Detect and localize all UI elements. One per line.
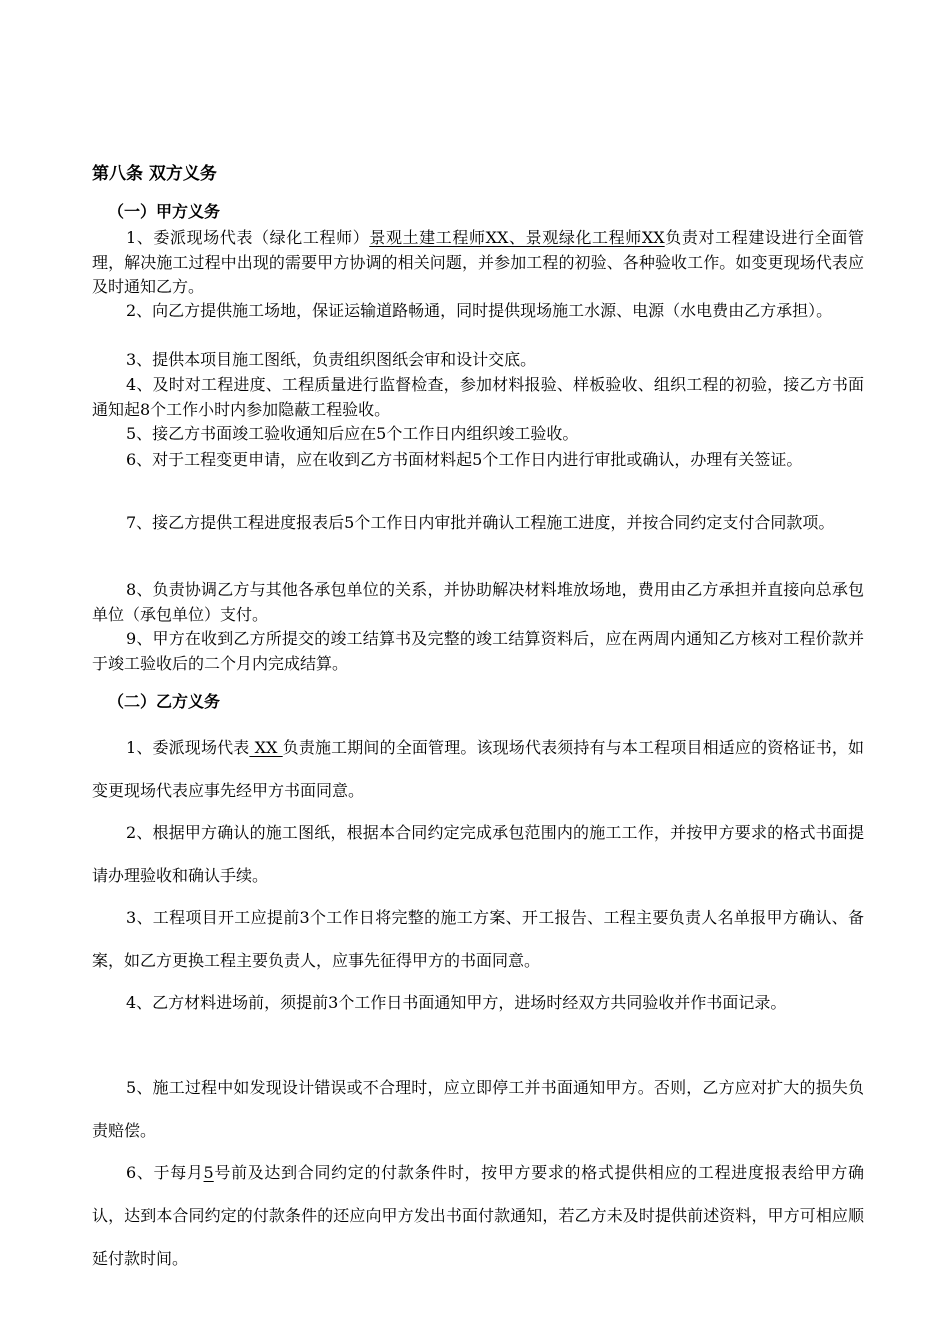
party-a-item-4: 4、及时对工程进度、工程质量进行监督检查，参加材料报验、样板验收、组织工程的初验，接乙方书面通知起8个工作小时内参加隐蔽工程验收。 <box>92 375 864 419</box>
party-a-item-9: 9、甲方在收到乙方所提交的竣工结算书及完整的竣工结算资料后，应在两周内通知乙方核对工程价款并于竣工验收后的二个月内完成结算。 <box>92 629 864 673</box>
party-b-item-1-text-cont: 负责施工期间的全面管理。该现场代表须持有与本工程项目相适应的资格证书，如变更现场代表应事先经甲方书面同意。 <box>92 738 864 800</box>
party-b-item-6-text-cont: 号前及达到合同约定的付款条件时，按甲方要求的格式提供相应的工程进度报表给甲方确认，达到本合同约定的付款条件的还应向甲方发出书面付款通知，若乙方未及时提供前述资料，甲方可相应顺延付款时间。 <box>92 1163 864 1268</box>
party-a-item-1-text-cont: 负责对工程建设进行全面管理，解决施工过程中出现的需要甲方协调的相关问题，并参加工程的初验、各种验收工作。如变更现场代表应及时通知乙方。 <box>92 228 864 296</box>
party-b-representative-name: XX <box>249 738 283 757</box>
party-b-item-5: 5、施工过程中如发现设计错误或不合理时，应立即停工并书面通知甲方。否则，乙方应对扩大的损失负责赔偿。 <box>92 1078 864 1140</box>
party-b-item-6-text: 6、于每月 <box>126 1163 204 1182</box>
party-a-heading: （一）甲方义务 <box>108 202 221 221</box>
party-b-heading: （二）乙方义务 <box>108 692 221 711</box>
party-a-item-1 <box>92 226 864 300</box>
party-b-item-2: 2、根据甲方确认的施工图纸，根据本合同约定完成承包范围内的施工工作，并按甲方要求的格式书面提请办理验收和确认手续。 <box>92 823 864 885</box>
party-a-item-6: 6、对于工程变更申请，应在收到乙方书面材料起5个工作日内进行审批或确认，办理有关签证。 <box>126 450 803 469</box>
payment-day-value: 5 <box>203 1163 214 1182</box>
party-b-item-1-text: 1、委派现场代表 <box>126 738 250 757</box>
party-a-item-7: 7、接乙方提供工程进度报表后5个工作日内审批并确认工程施工进度，并按合同约定支付合同款项。 <box>126 513 835 532</box>
party-b-item-3: 3、工程项目开工应提前3个工作日将完整的施工方案、开工报告、工程主要负责人名单报甲方确认、备案，如乙方更换工程主要负责人，应事先征得甲方的书面同意。 <box>92 908 864 970</box>
party-a-item-3: 3、提供本项目施工图纸，负责组织图纸会审和设计交底。 <box>126 350 537 369</box>
party-a-item-2: 2、向乙方提供施工场地，保证运输道路畅通，同时提供现场施工水源、电源（水电费由乙方承担）。 <box>126 301 833 320</box>
party-b-item-6 <box>92 1151 864 1280</box>
article-title: 第八条 双方义务 <box>92 164 217 184</box>
party-a-item-1-text: 1、委派现场代表（绿化工程师） <box>126 228 370 247</box>
party-a-item-5: 5、接乙方书面竣工验收通知后应在5个工作日内组织竣工验收。 <box>126 424 579 443</box>
party-b-item-1 <box>92 726 864 812</box>
party-a-item-8: 8、负责协调乙方与其他各承包单位的关系，并协助解决材料堆放场地，费用由乙方承担并直接向总承包单位（承包单位）支付。 <box>92 580 864 624</box>
party-b-item-4: 4、乙方材料进场前，须提前3个工作日书面通知甲方，进场时经双方共同验收并作书面记录。 <box>126 993 787 1012</box>
party-a-representative-names: 景观土建工程师XX、景观绿化工程师XX <box>369 228 665 247</box>
